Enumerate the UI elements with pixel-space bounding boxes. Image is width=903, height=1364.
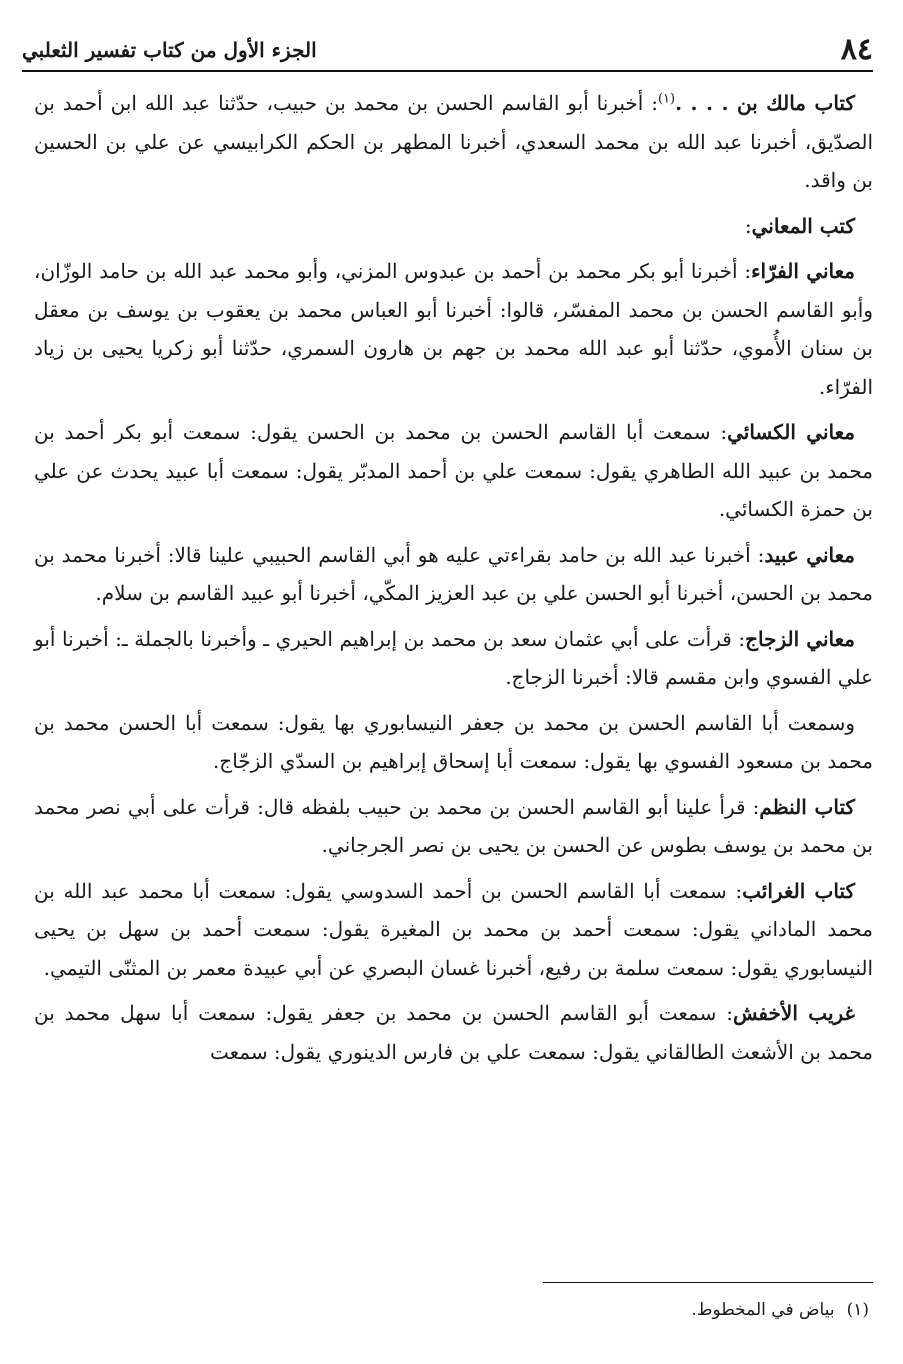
- footnote-text: بياض في المخطوط.: [691, 1300, 835, 1320]
- paragraph-maani-alfarra: [34, 252, 873, 406]
- paragraph-text: : قرأت على أبي عثمان سعد بن محمد بن إبراهيم الحيري ـ وأخبرنا بالجملة ـ: أخبرنا أبو علي الفسوي وابن مقسم قالا: أخبرنا الزجاج.: [34, 626, 873, 689]
- paragraph-kitab-alnazm: [34, 788, 873, 865]
- paragraph-heading: معاني الزجاج: [745, 626, 855, 651]
- paragraph-text: : أخبرنا أبو بكر محمد بن أحمد بن عبدوس المزني، وأبو محمد عبد الله بن حامد الوزّان، وأبو القاسم الحسن بن محمد المفسّر، قالوا: أخبرنا أبو العباس محمد بن يعقوب بن يوسف بن معقل بن سنان الأُموي، حدّثنا أبو عبد الله محمد بن جهم بن هارون السمري، حدّثنا أبو زكريا يحيى بن زياد الفرّاء.: [34, 259, 873, 399]
- paragraph-kitab-malik: [34, 84, 873, 200]
- paragraph-text: : أخبرنا أبو القاسم الحسن بن محمد بن حبيب، حدّثنا عبد الله ابن أحمد بن الصدّيق، أخبرنا عبد الله بن محمد السعدي، أخبرنا المطهر بن الحكم الكرابيسي عن علي بن الحسين بن واقد.: [34, 91, 873, 192]
- paragraph-kitab-algharaib: [34, 872, 873, 988]
- paragraph-samitu-aba-alqasim: [34, 704, 873, 781]
- page-header: [22, 22, 873, 72]
- paragraph-heading: كتاب الغرائب: [742, 878, 856, 903]
- paragraph-text: : سمعت أبا القاسم الحسن بن محمد بن الحسن يقول: سمعت أبو بكر أحمد بن محمد بن عبيد الله الطاهري يقول: سمعت علي بن أحمد المدبّر يقول: سمعت أبا عبيد يحدث عن علي بن حمزة الكسائي.: [34, 420, 873, 521]
- paragraph-heading: كتاب مالك بن . . . .: [675, 91, 855, 115]
- paragraph-maani-ubayd: [34, 536, 873, 613]
- paragraph-text: : سمعت أبا القاسم الحسن بن أحمد السدوسي يقول: سمعت أبا محمد عبد الله بن محمد الماداني يقول: سمعت أحمد بن محمد بن المغيرة يقول: سمعت أحمد بن سهل بن يحيى النيسابوري يقول: سمعت سلمة بن رفيع، أخبرنا غسان البصري عن أبي عبيدة معمر بن المثنّى التيمي.: [34, 878, 873, 980]
- paragraph-text: : قرأ علينا أبو القاسم الحسن بن محمد بن حبيب بلفظه قال: قرأت على أبي نصر محمد بن محمد بن يوسف بطوس عن الحسن بن يحيى بن نصر الجرجاني.: [34, 794, 873, 857]
- paragraph-text: : سمعت أبو القاسم الحسن بن محمد بن جعفر يقول: سمعت أبا سهل محمد بن محمد بن الأشعث الطالقاني يقول: سمعت علي بن فارس الدينوري يقول: سمعت: [34, 1001, 873, 1064]
- page-body: [34, 84, 873, 1078]
- footnote-divider: [543, 1282, 873, 1283]
- section-heading-kutub-al-maani: [34, 207, 873, 246]
- paragraph-maani-alzajjaj: [34, 620, 873, 697]
- paragraph-text: وسمعت أبا القاسم الحسن بن محمد بن جعفر النيسابوري بها يقول: سمعت أبا الحسن محمد بن محمد بن مسعود الفسوي بها يقول: سمعت أبا إسحاق إبراهيم بن السدّي الزجّاج.: [34, 710, 873, 773]
- footnote-number: (١): [846, 1300, 869, 1320]
- running-head: الجزء الأول من كتاب تفسير الثعلبي: [22, 38, 317, 62]
- paragraph-maani-alkisai: [34, 413, 873, 529]
- paragraph-heading: معاني الفرّاء: [751, 259, 855, 283]
- paragraph-heading: كتاب النظم: [759, 794, 855, 819]
- paragraph-heading: معاني الكسائي: [727, 420, 855, 444]
- paragraph-gharib-alakhfash: [34, 994, 873, 1071]
- paragraph-text: : أخبرنا عبد الله بن حامد بقراءتي عليه هو أبي القاسم الحبيبي علينا قالا: أخبرنا محمد بن محمد بن الحسن، أخبرنا أبو الحسن علي بن عبد العزيز المكّي، أخبرنا أبو عبيد القاسم بن سلام.: [34, 542, 873, 605]
- paragraph-heading: كتب المعاني: [751, 213, 855, 238]
- paragraph-heading: غريب الأخفش: [732, 1001, 856, 1025]
- page-number: ٨٤: [840, 32, 873, 67]
- footnote-reference: (١): [657, 91, 676, 107]
- footnote: [691, 1297, 869, 1323]
- paragraph-heading: معاني عبيد: [764, 542, 855, 567]
- paragraph-text: :: [744, 213, 752, 238]
